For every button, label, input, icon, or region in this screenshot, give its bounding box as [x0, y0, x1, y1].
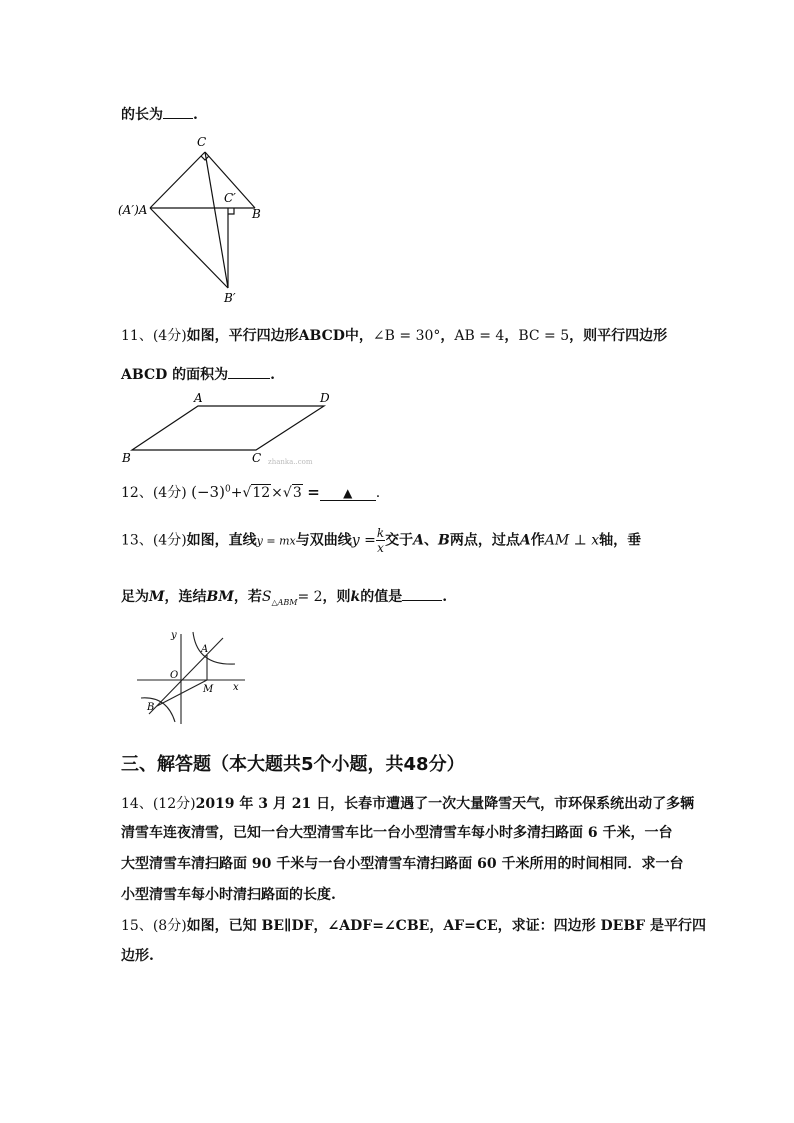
fig13-label-a: A	[201, 644, 209, 655]
q14-line4: 小型清雪车每小时清扫路面的长度.	[121, 887, 336, 903]
fig10-label-b: B	[252, 207, 261, 221]
fig13-graph	[135, 628, 255, 728]
fig13-label-o: O	[170, 670, 179, 681]
section3-title: 三、解答题（本大题共5个小题，共48分）	[121, 754, 465, 775]
fig10-diagram	[110, 130, 280, 310]
fig13-label-y: y	[171, 630, 177, 641]
fig10-edge-ac	[150, 152, 205, 208]
answer-blank	[228, 378, 270, 379]
fig13-bm-segment	[157, 680, 207, 706]
answer-blank	[163, 118, 193, 119]
fig11-label-c: C	[252, 451, 262, 465]
q13-line1: 13、(4分)如图，直线y = mx与双曲线y = $\frac{k}{x}$ 交于A、B两点，过点A作AM ⊥ x轴，垂	[121, 526, 642, 555]
fig10-label-c: C	[197, 135, 207, 149]
q14-line1: 14、(12分)2019 年 3 月 21 日，长春市遭遇了一次大量降雪天气，市环保系统出动了多辆	[121, 796, 695, 812]
answer-blank: ▲	[320, 486, 376, 501]
fig10-right-angle-c	[201, 156, 209, 160]
q15-line1: 15、(8分)如图，已知 BE∥DF，∠ADF=∠CBE，AF=CE，求证：四边形 DEBF 是平行四	[121, 918, 706, 934]
fig13-label-m: M	[203, 684, 214, 695]
fig11-label-d: D	[320, 391, 330, 405]
fig13-hyperbola-branch1	[193, 632, 235, 664]
q10-tail-text: 的长为	[121, 107, 163, 123]
q12-line: 12、(4分) $(-3)^0+√12\times√3$ = ▲ .	[121, 483, 381, 501]
q11-line1: 11、(4分)如图，平行四边形ABCD中，∠B = 30°，AB = 4，BC = 5，则平行四边形	[121, 328, 668, 344]
q13-line2: 足为M，连结BM，若$S_{\triangle ABM}= 2$，则k的值是 .	[121, 589, 448, 607]
q15-line2: 边形.	[121, 948, 154, 964]
fig13-line	[149, 638, 223, 714]
fig11-label-b: B	[122, 451, 131, 465]
fig10-right-angle-mark	[228, 208, 234, 214]
fig11-parallelogram	[118, 388, 348, 468]
q10-tail: 的长为 .	[121, 107, 198, 123]
q14-line3: 大型清雪车清扫路面 90 千米与一台小型清雪车清扫路面 60 千米所用的时间相同．求一台	[121, 856, 684, 872]
fig10-label-a: (A′)A	[118, 203, 148, 217]
q11-line2: ABCD 的面积为 .	[121, 367, 275, 383]
fig11-shape	[132, 406, 324, 450]
answer-blank	[402, 600, 442, 601]
q13-fraction: $\frac{k}{x}$	[376, 526, 385, 555]
fig13-label-x: x	[233, 682, 239, 693]
fig11-label-a: A	[194, 391, 203, 405]
q14-line2: 清雪车连夜清雪，已知一台大型清雪车比一台小型清雪车每小时多清扫路面 6 千米，一台	[121, 825, 673, 841]
fig10-label-c-prime: C′	[224, 191, 236, 205]
fig11-watermark: zhanka..com	[268, 458, 313, 466]
fig13-label-b: B	[147, 702, 155, 713]
fig10-label-b-prime: B′	[224, 291, 236, 305]
